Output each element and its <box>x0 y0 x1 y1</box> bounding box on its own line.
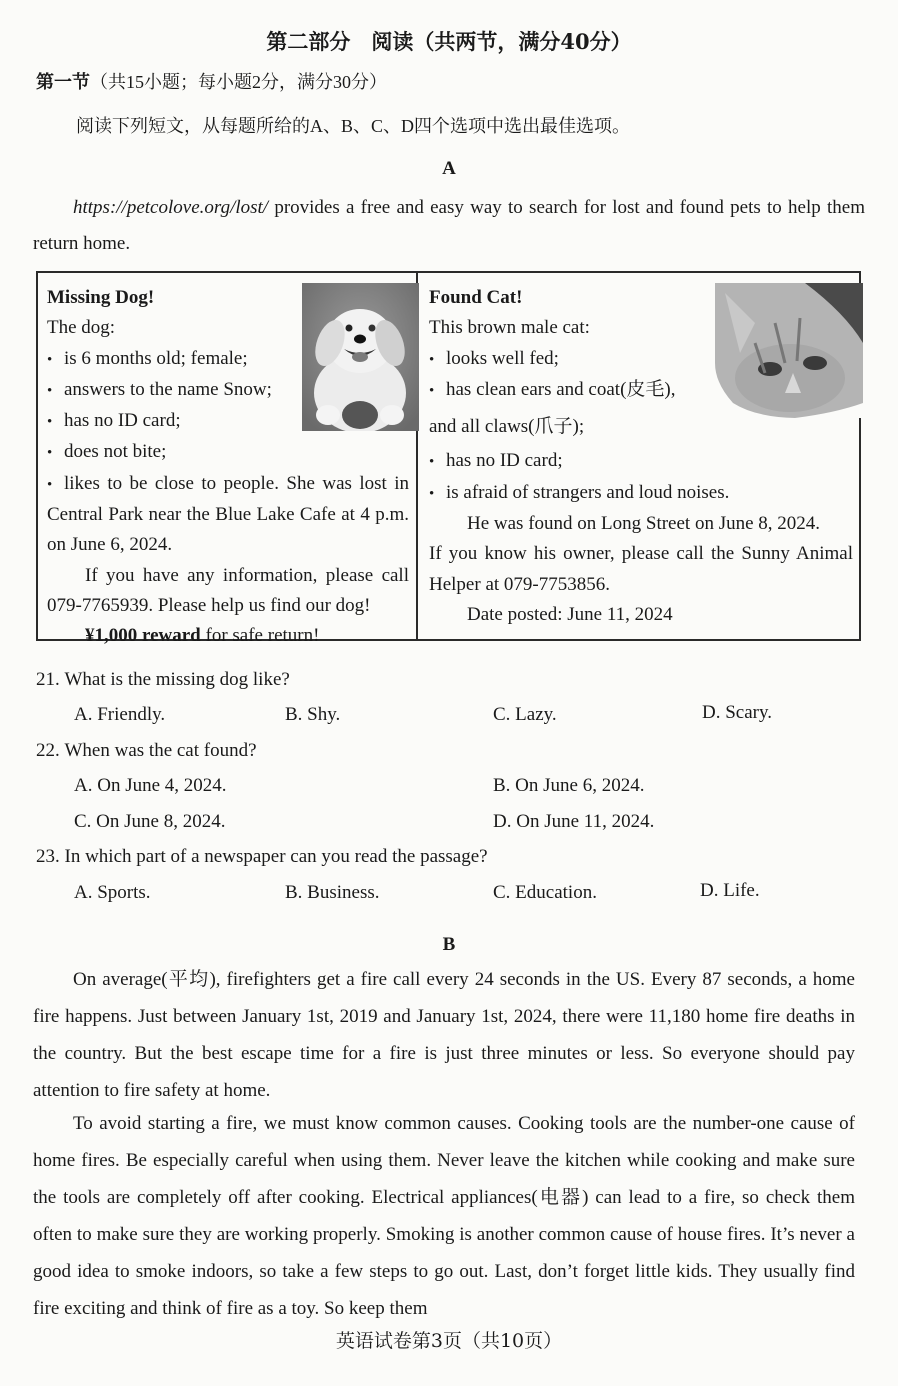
cat-bullet-text: is afraid of strangers and loud noises. <box>446 481 730 503</box>
cat-ad-title: Found Cat! <box>429 287 523 308</box>
dog-bullet-text: has no ID card; <box>64 410 181 432</box>
intro-text: provides a free and easy way to search for lost and found pets to help them return home. <box>33 197 865 254</box>
dog-bullet <box>47 375 409 406</box>
cat-bullet-text: has no ID card; <box>446 450 563 472</box>
option-23-b[interactable]: B. Business. <box>285 882 380 903</box>
option-21-c[interactable]: C. Lazy. <box>493 704 557 725</box>
option-23-a[interactable]: A. Sports. <box>74 882 151 903</box>
option-23-c[interactable]: C. Education. <box>493 882 597 903</box>
option-22-c[interactable]: C. On June 8, 2024. <box>74 811 226 832</box>
question-number: 22. <box>36 740 60 761</box>
passage-b-paragraph-2: To avoid starting a fire, we must know common causes. Cooking tools are the number-one cause of home fires. Be especially careful when using them. Never leave the kitchen while cooking and make sure the tools are completely off after cooking. Electrical appliances(电器) can lead to a fire, so check them often to make sure they are working properly. Smoking is another common cause of house fires. It’s never a good idea to smoke indoors, so take a few steps to go out. Last, don’t forget little kids. They usually find fire exciting and think of fire as a toy. So keep them <box>33 1113 855 1319</box>
section-heading <box>36 68 387 94</box>
option-21-a[interactable]: A. Friendly. <box>74 704 166 725</box>
option-22-b[interactable]: B. On June 6, 2024. <box>493 775 645 796</box>
question-text: In which part of a newspaper can you read the passage? <box>64 846 488 867</box>
cat-bullet <box>429 375 853 406</box>
cat-found-info: He was found on Long Street on June 8, 2024. <box>467 513 821 535</box>
question-22 <box>36 740 257 762</box>
dog-bullet <box>47 437 409 468</box>
section-info: （共15小题；每小题2分，满分30分） <box>90 72 387 92</box>
option-21-d[interactable]: D. Scary. <box>702 702 772 723</box>
dog-reward <box>47 621 409 651</box>
instruction: 阅读下列短文，从每题所给的A、B、C、D四个选项中选出最佳选项。 <box>76 116 631 136</box>
cat-bullet-text: has clean ears and coat(皮毛), <box>446 378 676 400</box>
dog-ad-subtitle: The dog: <box>47 317 116 339</box>
cat-bullet-text: looks well fed; <box>446 347 559 369</box>
missing-dog-ad <box>47 283 409 652</box>
passage-a-intro <box>33 190 865 262</box>
page-footer: 英语试卷第3页（共10页） <box>335 1330 563 1352</box>
dog-bullet-text: answers to the name Snow; <box>64 378 272 400</box>
reward-amount: ¥1,000 reward <box>85 625 201 647</box>
dog-bullet-lost-info <box>47 469 409 561</box>
option-21-b[interactable]: B. Shy. <box>285 704 341 725</box>
dog-contact: If you have any information, please call 079-7765939. Please help us find our dog! <box>47 564 409 616</box>
passage-a-letter: A <box>442 158 456 179</box>
cat-bullet <box>429 344 853 375</box>
question-text: What is the missing dog like? <box>64 669 290 690</box>
question-text: When was the cat found? <box>64 740 257 761</box>
option-23-d[interactable]: D. Life. <box>700 880 760 901</box>
question-23 <box>36 846 488 868</box>
option-22-a[interactable]: A. On June 4, 2024. <box>74 775 227 796</box>
dog-ad-title: Missing Dog! <box>47 287 155 308</box>
cat-date-posted: Date posted: June 11, 2024 <box>467 603 673 625</box>
dog-lost-info-text: likes to be close to people. She was lost in Central Park near the Blue Lake Cafe at 4 p.m. on June 6, 2024. <box>47 472 409 556</box>
passage-b-paragraph-1: On average(平均), firefighters get a fire call every 24 seconds in the US. Every 87 seconds, a home fire happens. Just between January 1st, 2019 and January 1st, 2024, there were 11,180 home fire deaths in the country. But the best escape time for a fire is just three minutes or less. So everyone should pay attention to fire safety at home. <box>33 969 855 1101</box>
question-number: 21. <box>36 669 60 690</box>
ad-table <box>36 271 861 647</box>
found-cat-ad <box>429 283 853 630</box>
cat-bullet <box>429 478 853 509</box>
dog-bullet-text: is 6 months old; female; <box>64 347 248 369</box>
dog-bullet-text: does not bite; <box>64 441 167 463</box>
question-21 <box>36 669 290 691</box>
option-22-d[interactable]: D. On June 11, 2024. <box>493 811 655 832</box>
question-number: 23. <box>36 846 60 867</box>
dog-bullet <box>47 344 409 375</box>
cat-contact: If you know his owner, please call the Sunny Animal Helper at 079-7753856. <box>429 543 853 595</box>
cat-bullet-cont: and all claws(爪子); <box>429 416 585 438</box>
cat-bullet <box>429 446 853 477</box>
passage-b-letter: B <box>442 934 456 955</box>
reward-text: for safe return! <box>200 625 320 647</box>
cat-ad-subtitle: This brown male cat: <box>429 317 590 339</box>
dog-bullet <box>47 406 409 437</box>
petcolove-link[interactable]: https://petcolove.org/lost/ <box>73 197 269 218</box>
section-label: 第一节 <box>36 72 90 93</box>
part-title: 第二部分 阅读（共两节，满分40分） <box>266 29 632 54</box>
